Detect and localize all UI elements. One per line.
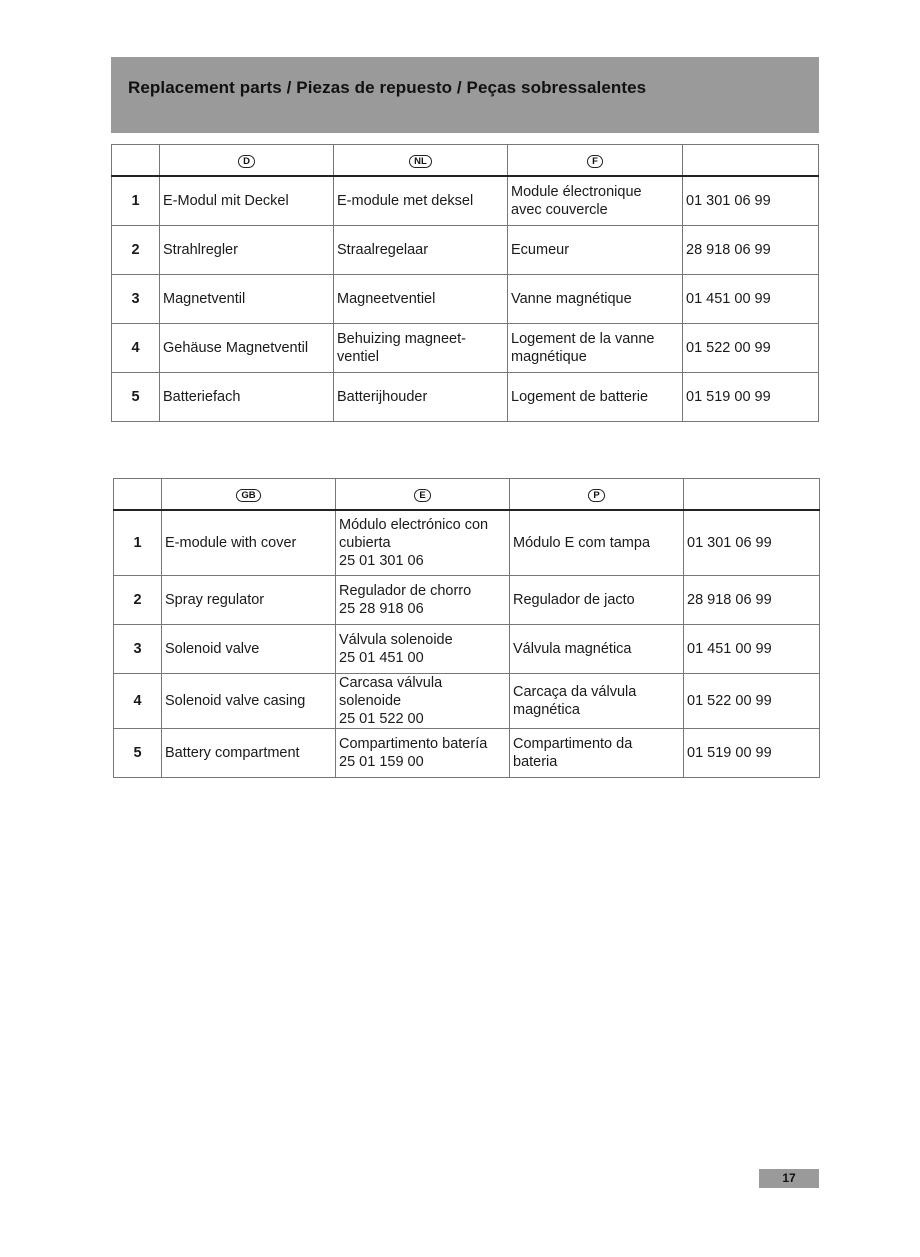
- item-number: 2: [114, 576, 162, 625]
- header-cell-part-number: [684, 479, 820, 511]
- header-band: [111, 57, 819, 133]
- item-number: 4: [112, 324, 160, 373]
- table-row: [114, 729, 820, 778]
- header-cell-lang-nl: [334, 145, 508, 177]
- description-line: Carcaça da válvula: [513, 684, 637, 700]
- part-number: 28 918 06 99: [684, 576, 820, 625]
- description-e: [336, 625, 510, 674]
- item-number: 3: [112, 275, 160, 324]
- page-title: Replacement parts / Piezas de repuesto / Peças sobressalentes: [128, 78, 647, 97]
- description-gb: Spray regulator: [162, 576, 336, 625]
- header-cell-number: [112, 145, 160, 177]
- description-line: 25 01 522 00: [339, 711, 424, 727]
- parts-table-gb-e-p: [113, 478, 820, 778]
- header-cell-part-number: [683, 145, 819, 177]
- language-badge-e: E: [414, 489, 430, 502]
- description-d: Batteriefach: [160, 373, 334, 422]
- part-number: 01 301 06 99: [683, 176, 819, 226]
- description-line: avec couvercle: [511, 202, 608, 218]
- description-d: Gehäuse Magnetventil: [160, 324, 334, 373]
- part-number: 28 918 06 99: [683, 226, 819, 275]
- description-p: [510, 729, 684, 778]
- table-row: [114, 625, 820, 674]
- item-number: 5: [114, 729, 162, 778]
- description-e: [336, 674, 510, 729]
- description-line: Compartimento da: [513, 736, 633, 752]
- item-number: 1: [114, 510, 162, 576]
- description-line: 25 01 301 06: [339, 553, 424, 569]
- description-line: Regulador de chorro: [339, 583, 472, 599]
- page-number: 17: [759, 1169, 819, 1188]
- description-gb: Battery compartment: [162, 729, 336, 778]
- description-d: Magnetventil: [160, 275, 334, 324]
- part-number: 01 519 00 99: [683, 373, 819, 422]
- part-number: 01 519 00 99: [684, 729, 820, 778]
- language-badge-p: P: [588, 489, 604, 502]
- header-cell-number: [114, 479, 162, 511]
- item-number: 4: [114, 674, 162, 729]
- table-row: [112, 275, 819, 324]
- description-line: Válvula solenoide: [339, 632, 453, 648]
- part-number: 01 522 00 99: [683, 324, 819, 373]
- header-cell-lang-e: [336, 479, 510, 511]
- description-nl: [334, 324, 508, 373]
- description-gb: Solenoid valve casing: [162, 674, 336, 729]
- language-badge-d: D: [238, 155, 255, 168]
- table-row: [112, 373, 819, 422]
- header-cell-lang-gb: [162, 479, 336, 511]
- table-row: [112, 176, 819, 226]
- description-f: [508, 324, 683, 373]
- description-line: Logement de la vanne: [511, 331, 655, 347]
- description-line: Módulo electrónico con: [339, 517, 489, 533]
- description-line: Module électronique: [511, 184, 642, 200]
- part-number: 01 451 00 99: [684, 625, 820, 674]
- description-line: ventiel: [337, 349, 379, 365]
- description-line: 25 01 159 00: [339, 754, 424, 770]
- description-line: magnétique: [511, 349, 587, 365]
- description-f: [508, 373, 683, 422]
- header-cell-lang-f: [508, 145, 683, 177]
- description-line: magnética: [513, 702, 580, 718]
- description-line: Logement de batterie: [511, 389, 649, 405]
- part-number: 01 301 06 99: [684, 510, 820, 576]
- table-row: [112, 324, 819, 373]
- description-f: [508, 226, 683, 275]
- description-line: Ecumeur: [511, 242, 570, 258]
- description-line: bateria: [513, 754, 558, 770]
- description-line: Vanne magnétique: [511, 291, 632, 307]
- description-d: Strahlregler: [160, 226, 334, 275]
- description-f: [508, 176, 683, 226]
- description-e: [336, 576, 510, 625]
- table-row: [114, 510, 820, 576]
- description-gb: E-module with cover: [162, 510, 336, 576]
- table-row: [114, 674, 820, 729]
- description-e: [336, 510, 510, 576]
- language-badge-gb: GB: [236, 489, 260, 502]
- description-line: Compartimento batería: [339, 736, 488, 752]
- description-p: [510, 674, 684, 729]
- description-p: Módulo E com tampa: [510, 510, 684, 576]
- table-header-row: [112, 145, 819, 177]
- description-f: [508, 275, 683, 324]
- item-number: 1: [112, 176, 160, 226]
- description-p: Válvula magnética: [510, 625, 684, 674]
- language-badge-nl: NL: [409, 155, 432, 168]
- table-header-row: [114, 479, 820, 511]
- item-number: 2: [112, 226, 160, 275]
- description-nl: Batterijhouder: [334, 373, 508, 422]
- part-number: 01 451 00 99: [683, 275, 819, 324]
- parts-table-d-nl-f: [111, 144, 819, 422]
- table-row: [112, 226, 819, 275]
- description-nl: Straalregelaar: [334, 226, 508, 275]
- description-nl: Magneetventiel: [334, 275, 508, 324]
- description-line: Carcasa válvula solenoide: [339, 675, 443, 709]
- description-e: [336, 729, 510, 778]
- description-line: 25 28 918 06: [339, 601, 424, 617]
- table-row: [114, 576, 820, 625]
- part-number: 01 522 00 99: [684, 674, 820, 729]
- header-cell-lang-d: [160, 145, 334, 177]
- description-line: Behuizing magneet-: [337, 331, 466, 347]
- header-cell-lang-p: [510, 479, 684, 511]
- description-p: Regulador de jacto: [510, 576, 684, 625]
- language-badge-f: F: [587, 155, 603, 168]
- item-number: 5: [112, 373, 160, 422]
- description-line: cubierta: [339, 535, 391, 551]
- description-line: 25 01 451 00: [339, 650, 424, 666]
- description-d: E-Modul mit Deckel: [160, 176, 334, 226]
- description-nl: E-module met deksel: [334, 176, 508, 226]
- description-gb: Solenoid valve: [162, 625, 336, 674]
- item-number: 3: [114, 625, 162, 674]
